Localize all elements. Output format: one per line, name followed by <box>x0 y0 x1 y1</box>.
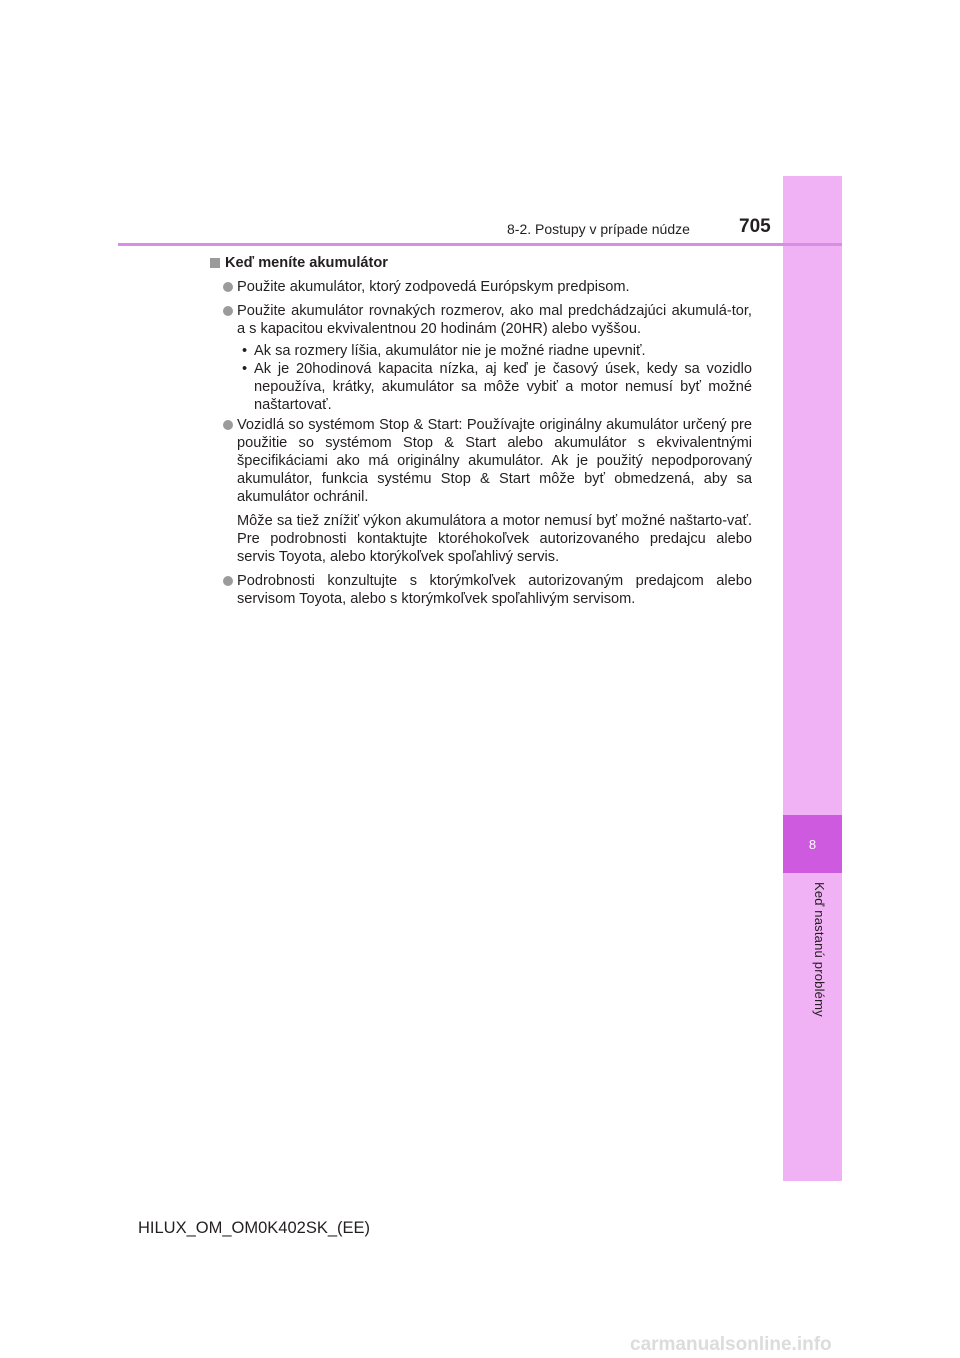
circle-bullet-icon <box>223 306 233 316</box>
watermark: carmanualsonline.info <box>630 1334 832 1355</box>
dot-bullet-icon: • <box>242 361 248 377</box>
list-item-continuation: Môže sa tiež znížiť výkon akumulátora a motor nemusí byť možné naštarto-vať. Pre podrobnosti kontaktujte ktoréhokoľvek autorizovaného predajcu alebo servis Toyota, alebo ktorýkoľvek spoľahlivý servis. <box>237 513 752 565</box>
chapter-number-tab: 8 <box>783 815 842 873</box>
chapter-side-tab <box>783 176 842 1181</box>
section-heading-text: Keď meníte akumulátor <box>225 255 388 271</box>
list-item-text: Použite akumulátor rovnakých rozmerov, ako mal predchádzajúci akumulá-tor, a s kapacitou ekvivalentnou 20 hodinám (20HR) alebo vyššou. <box>237 303 752 337</box>
list-item <box>210 572 752 608</box>
circle-bullet-icon <box>223 576 233 586</box>
list-item <box>210 278 752 296</box>
sub-list-item-text: Ak sa rozmery líšia, akumulátor nie je možné riadne upevniť. <box>254 343 646 359</box>
sub-list-item-text: Ak je 20hodinová kapacita nízka, aj keď je časový úsek, kedy sa vozidlo nepoužíva, krátky, akumulátor sa môže vybiť a motor nemusí byť možné naštartovať. <box>254 361 752 413</box>
section-heading <box>210 254 752 272</box>
list-item <box>210 416 752 506</box>
square-bullet-icon <box>210 258 220 268</box>
page-number: 705 <box>739 216 771 237</box>
circle-bullet-icon <box>223 420 233 430</box>
dot-bullet-icon: • <box>242 343 248 359</box>
section-title: 8-2. Postupy v prípade núdze <box>507 221 690 237</box>
list-item-text: Použite akumulátor, ktorý zodpovedá Európskym predpisom. <box>237 279 630 295</box>
main-content <box>210 254 752 614</box>
circle-bullet-icon <box>223 282 233 292</box>
list-item <box>210 302 752 338</box>
sub-list-item <box>237 360 752 414</box>
sub-list <box>237 342 752 414</box>
manual-code-footer: HILUX_OM_OM0K402SK_(EE) <box>138 1219 371 1237</box>
header-divider <box>118 243 842 246</box>
chapter-title-label: Keď nastanú problémy <box>812 882 827 1017</box>
sub-list-item <box>237 342 752 360</box>
list-item-text: Vozidlá so systémom Stop & Start: Používajte originálny akumulátor určený pre použitie so systémom Stop & Start alebo akumulátor s ekvivalentnými špecifikáciami ako má originálny akumulátor. Ak je použitý nepodporovaný akumulátor, funkcia systému Stop & Start môže byť obmedzená, aby sa akumulátor ochránil. <box>237 417 752 505</box>
list-item-text: Podrobnosti konzultujte s ktorýmkoľvek autorizovaným predajcom alebo servisom Toyota, alebo s ktorýmkoľvek spoľahlivým servisom. <box>237 573 752 607</box>
